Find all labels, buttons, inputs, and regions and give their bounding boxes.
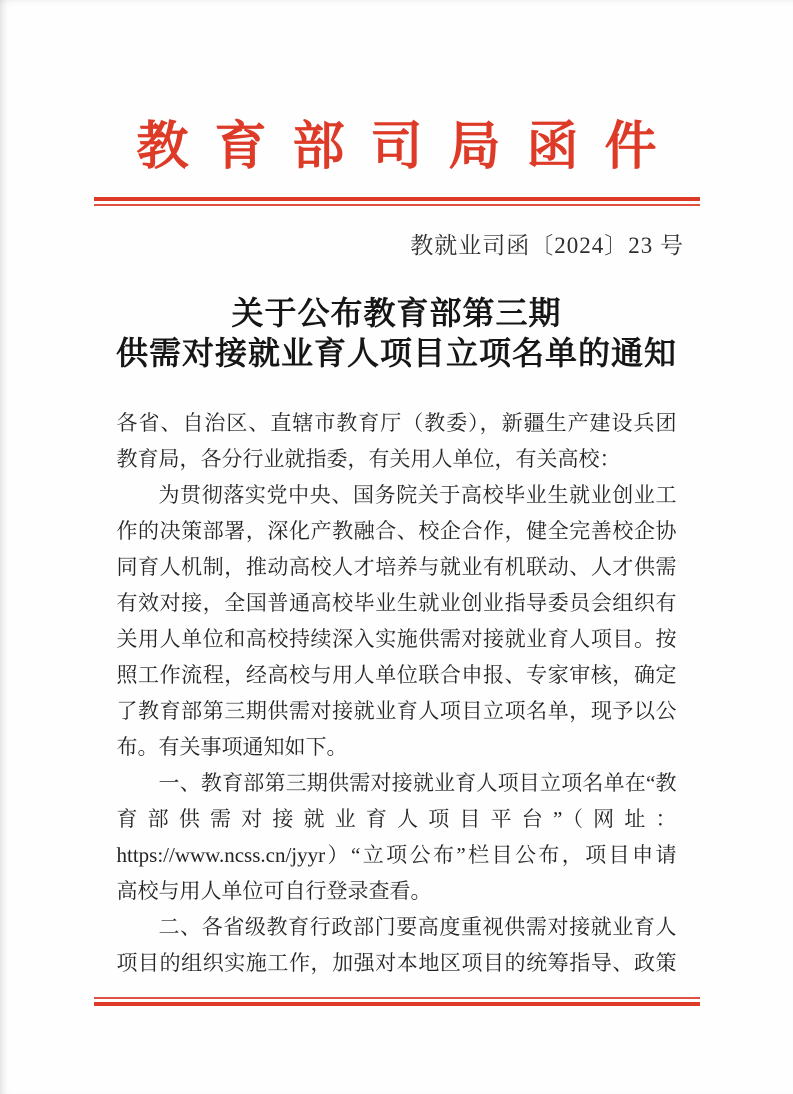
notice-title-line-2: 供需对接就业育人项目立项名单的通知 — [115, 335, 677, 371]
notice-title-line-1: 关于公布教育部第三期 — [231, 295, 562, 331]
footer-separator — [94, 997, 700, 1006]
body-line: 项目的组织实施工作，加强对本地区项目的统筹指导、政策 — [116, 951, 677, 975]
body-line: 一、教育部第三期供需对接就业育人项目立项名单在“教 — [158, 771, 677, 795]
separator-thin-line — [94, 204, 700, 206]
body-line: 二、各省级教育行政部门要高度重视供需对接就业育人 — [158, 915, 677, 939]
document-body — [117, 405, 677, 981]
notice-title — [0, 293, 793, 373]
body-line: 布。有关事项通知如下。 — [116, 735, 348, 759]
body-line: 为贯彻落实党中央、国务院关于高校毕业生就业创业工 — [158, 483, 677, 507]
body-line-url: https://www.ncss.cn/jyyr）“立项公布”栏目公布，项目申请 — [116, 843, 677, 867]
letterhead-title: 教育部司局函件 — [136, 119, 683, 176]
doc-number: 教就业司函〔2024〕23 号 — [410, 233, 684, 258]
body-line: 了教育部第三期供需对接就业育人项目立项名单，现予以公 — [116, 699, 677, 723]
header-separator — [94, 197, 700, 206]
body-line: 高校与用人单位可自行登录查看。 — [116, 879, 432, 903]
separator-thick-line — [94, 1002, 700, 1006]
body-line: 各省、自治区、直辖市教育厅（教委），新疆生产建设兵团 — [116, 411, 677, 435]
body-line: 关用人单位和高校持续深入实施供需对接就业育人项目。按 — [116, 627, 677, 651]
body-line: 有效对接，全国普通高校毕业生就业创业指导委员会组织有 — [116, 591, 677, 615]
body-line: 作的决策部署，深化产教融合、校企合作，健全完善校企协 — [116, 519, 677, 543]
body-line: 同育人机制，推动高校人才培养与就业有机联动、人才供需 — [116, 555, 677, 579]
body-line: 教育局，各分行业就指委，有关用人单位，有关高校： — [116, 447, 621, 471]
body-line-platform-justified: 育部供需对接就业育人项目平台”（网址： — [116, 807, 677, 831]
body-line: 照工作流程，经高校与用人单位联合申报、专家审核，确定 — [116, 663, 677, 687]
